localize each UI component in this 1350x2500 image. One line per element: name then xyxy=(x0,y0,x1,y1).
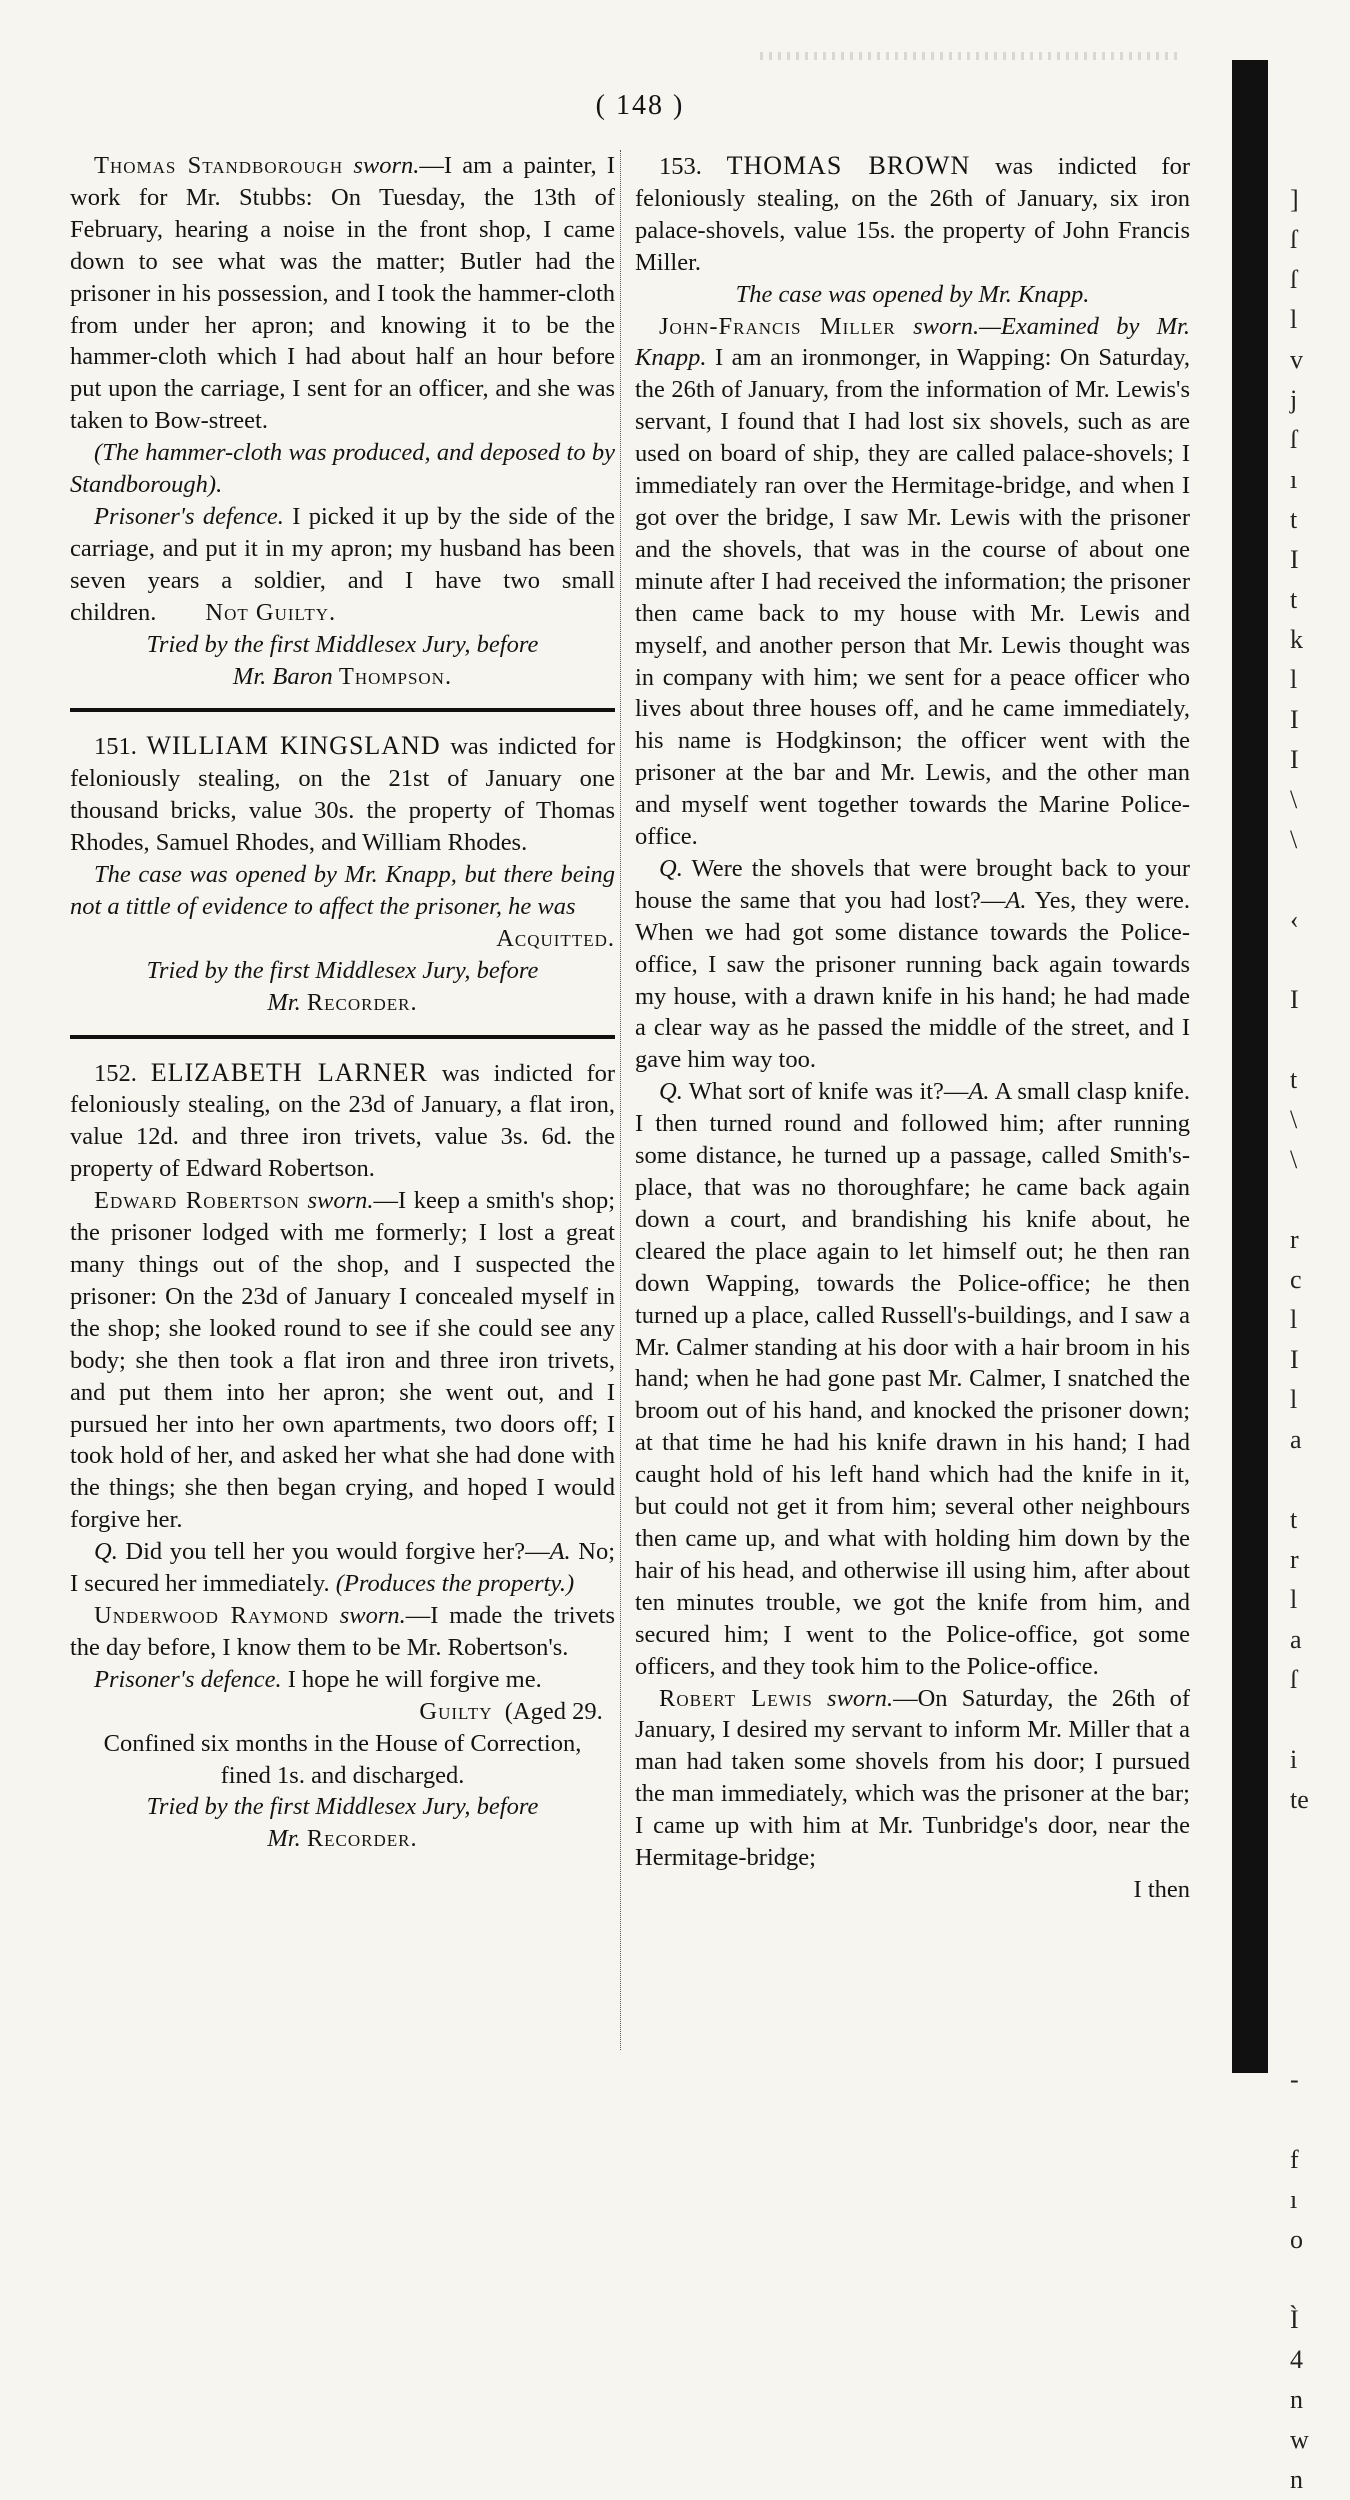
witness-name: Underwood Raymond xyxy=(94,1601,329,1629)
fragment-glyph: o xyxy=(1290,2225,1303,2254)
a-text: No; I secured her immediately. xyxy=(70,1538,616,1598)
defence-text: I hope he will forgive me. xyxy=(281,1665,542,1693)
tried-judge xyxy=(70,1823,615,1855)
fragment-glyph: i xyxy=(1290,1745,1298,1774)
fragment-glyph: k xyxy=(1290,625,1303,654)
testimony-standborough xyxy=(70,150,615,437)
fragment-glyph xyxy=(1290,2020,1340,2060)
case-text: was indicted for feloniously stealing, on the 26th of January, six iron palace-shovels, value 15s. the property of John Francis Miller. xyxy=(635,153,1190,276)
q-text: What sort of knife was it?— xyxy=(682,1078,969,1106)
tried-line: Tried by the first Middlesex Jury, before xyxy=(146,956,539,984)
case-number: 153. xyxy=(659,153,702,180)
q-label: Q. xyxy=(659,1078,683,1106)
fragment-glyph xyxy=(1290,1020,1340,1060)
fragment-glyph: l xyxy=(1290,665,1298,694)
fragment-glyph: l xyxy=(1290,1305,1298,1334)
testimony-text: —I made the trivets the day before, I know them to be Mr. Robertson's. xyxy=(70,1601,615,1661)
fragment-glyph: t xyxy=(1290,585,1298,614)
a-label: A. xyxy=(968,1078,990,1106)
case-opened-note: The case was opened by Mr. Knapp. xyxy=(735,280,1090,308)
question-answer xyxy=(635,1076,1190,1682)
judge-name: Recorder. xyxy=(306,1825,418,1853)
defendant-name: ELIZABETH LARNER xyxy=(150,1057,428,1087)
fragment-glyph: ſ xyxy=(1290,265,1298,294)
fragment-glyph xyxy=(1290,1460,1340,1500)
case-153 xyxy=(635,150,1190,279)
fragment-glyph: ſ xyxy=(1290,1665,1298,1694)
fragment-glyph: \ xyxy=(1290,1105,1298,1134)
sentence-line: fined 1s. and discharged. xyxy=(220,1761,465,1789)
fragment-glyph: te xyxy=(1290,1785,1309,1814)
case-opened-note: The case was opened by Mr. Knapp, but there being not a tittle of evidence to affect the prisoner, he was xyxy=(70,861,615,920)
left-column xyxy=(70,150,615,1855)
fragment-glyph: n xyxy=(1290,2385,1303,2414)
column-divider xyxy=(620,150,621,2050)
tried-line: Tried by the first Middlesex Jury, before xyxy=(146,630,539,658)
fragment-glyph: I xyxy=(1290,985,1299,1014)
case-152 xyxy=(70,1057,615,1186)
sworn-label: sworn. xyxy=(307,1187,374,1215)
q-label: Q. xyxy=(94,1538,118,1566)
sworn-label: sworn. xyxy=(353,152,420,179)
fragment-glyph: ] xyxy=(1290,185,1299,214)
defence-label: Prisoner's defence. xyxy=(94,502,284,530)
fragment-glyph: l xyxy=(1290,1585,1298,1614)
testimony-lewis xyxy=(635,1683,1190,1874)
case-text: was indicted for feloniously stealing, on the 23d of January, a flat iron, value 12d. and three iron trivets, value 3s. 6d. the property of Edward Robertson. xyxy=(70,1059,616,1183)
fragment-glyph: f xyxy=(1290,2145,1299,2174)
fragment-glyph xyxy=(1290,1820,1340,1860)
tried-judge xyxy=(70,987,615,1019)
witness-name: Edward Robertson xyxy=(94,1187,300,1215)
testimony-miller xyxy=(635,311,1190,853)
fragment-glyph xyxy=(1290,1180,1340,1220)
fragment-glyph: ‹ xyxy=(1290,905,1299,934)
fragment-glyph: l xyxy=(1290,1385,1298,1414)
defence-text: I picked it up by the side of the carriage, and put it in my apron; my husband has been seven years a soldier, and I have two small children. xyxy=(70,502,615,626)
judge-name: Thompson. xyxy=(338,662,453,690)
fragment-glyph: I xyxy=(1290,705,1299,734)
fragment-glyph: Ì xyxy=(1290,2305,1299,2334)
fragment-glyph xyxy=(1290,1940,1340,1980)
fragment-glyph xyxy=(1290,1860,1340,1900)
q-text: Did you tell her you would forgive her?— xyxy=(117,1538,550,1566)
verdict-acquitted: Acquitted. xyxy=(496,924,615,952)
fragment-glyph: ſ xyxy=(1290,225,1298,254)
fragment-glyph: t xyxy=(1290,505,1298,534)
fragment-glyph: l xyxy=(1290,305,1298,334)
prisoner-defence xyxy=(70,501,615,629)
fragment-glyph: \ xyxy=(1290,825,1298,854)
fragment-glyph xyxy=(1290,1700,1340,1740)
witness-name: Robert Lewis xyxy=(659,1684,813,1712)
right-column xyxy=(635,150,1190,1906)
case-151 xyxy=(70,730,615,859)
fragment-glyph xyxy=(1290,2100,1340,2140)
fragment-glyph: j xyxy=(1290,385,1298,414)
testimony-robertson xyxy=(70,1185,615,1536)
a-text: Yes, they were. When we had got some distance towards the Police-office, I saw the prisoner running back again towards my house, with a drawn knife in his hand; he had made a clear way as he passed the middle of the street, and I gave him way too. xyxy=(635,886,1190,1074)
testimony-text: —I am a painter, I work for Mr. Stubbs: On Tuesday, the 13th of February, hearing a noise in the front shop, I came down to see what was the matter; Butler had the prisoner in his possession, and I took the hammer-cloth from under her apron; and knowing it to be the hammer-cloth which I had about half an hour before put upon the carriage, I sent for an officer, and she was taken to Bow-street. xyxy=(70,152,616,435)
fragment-glyph xyxy=(1290,1980,1340,2020)
q-label: Q. xyxy=(659,854,683,882)
a-text: A small clasp knife. I then turned round and followed him; after running some distance, he turned up a passage, called Smith's-place, that was no thoroughfare; he came back again down a court, and brandishing his knife about, he cleared the place again to let himself out; he then ran down Wapping, towards the Police-office; he then turned up a place, called Russell's-buildings, and I saw a Mr. Calmer standing at his door with a hair broom in his hand; when he had gone past Mr. Calmer, I snatched the broom out of his hand, and knocked the prisoner down; at that time he had his knife drawn in his hand; I had caught hold of his left hand which had the knife in it, but could not get it from him; several other neighbours then came up, and what with holding him down by the hair of his head, and otherwise ill using him, after about ten minutes trouble, we got the knife from him, and secured him; I went to the Police-office, got some officers, and they took him to the Police-office. xyxy=(635,1078,1191,1680)
fragment-glyph: \ xyxy=(1290,1145,1298,1174)
judge-name: Recorder. xyxy=(306,988,418,1016)
sworn-label: sworn.—Examined by Mr. Knapp. xyxy=(635,312,1191,372)
next-page-fragments xyxy=(1290,180,1340,2500)
verdict: Guilty xyxy=(419,1697,493,1725)
verdict-guilty xyxy=(70,1696,615,1728)
case-divider xyxy=(70,1035,615,1039)
sentence-line: Confined six months in the House of Correction, xyxy=(103,1729,582,1757)
testimony-text: —I keep a smith's shop; the prisoner lodged with me formerly; I lost a great many things out of the shop, and I suspected the prisoner: On the 23d of January I concealed myself in the shop; she looked round to see if she could see any body; she then took a flat iron and three iron trivets, and put them into her apron; she went out, and I pursued her into her own apartments, two doors off; I took hold of her, and asked her what she had done with the things; she then began crying, and hoped I would forgive her. xyxy=(70,1187,616,1534)
exhibit-note: (The hammer-cloth was produced, and deposed to by Standborough). xyxy=(70,439,615,499)
fragment-glyph: w xyxy=(1290,2425,1309,2454)
age-note: (Aged 29. xyxy=(504,1697,603,1725)
testimony-text: I am an ironmonger, in Wapping: On Saturday, the 26th of January, from the information of Mr. Lewis's servant, I found that I had lost six shovels, such as are used on board of ship, they are called palace-shovels; I immediately ran over the Hermitage-bridge, and when I got over the bridge, I saw Mr. Lewis with the prisoner and the shovels, that was in the course of about one minute after I had received the information; the prisoner then came back to my house with Mr. Lewis and myself, and another person that Mr. Lewis thought was in company with him; we sent for a peace officer who lives about three houses off, and he came immediately, his name is Hodgkinson; the officer went with the prisoner at the bar and Mr. Lewis, and the other man and myself went together towards the Marine Police-office. xyxy=(635,344,1190,851)
a-label: A. xyxy=(549,1538,571,1566)
tried-line: Tried by the first Middlesex Jury, before xyxy=(146,1793,539,1821)
fragment-glyph: I xyxy=(1290,545,1299,574)
fragment-glyph: a xyxy=(1290,1625,1302,1654)
fragment-glyph: ſ xyxy=(1290,425,1298,454)
question-answer xyxy=(70,1536,615,1600)
page-number: ( 148 ) xyxy=(595,90,685,121)
witness-name: John-Francis Miller xyxy=(659,312,896,340)
fragment-glyph xyxy=(1290,860,1340,900)
fragment-glyph: v xyxy=(1290,345,1303,374)
top-smudge xyxy=(760,52,1180,60)
question-answer xyxy=(635,853,1190,1076)
judge-title: Mr. Baron xyxy=(232,662,333,690)
defendant-name: THOMAS BROWN xyxy=(726,151,971,180)
fragment-glyph: ı xyxy=(1290,2185,1298,2214)
case-number: 152. xyxy=(94,1059,137,1087)
fragment-glyph: \ xyxy=(1290,785,1298,814)
catchword: I then xyxy=(1133,1875,1190,1903)
case-number: 151. xyxy=(94,733,137,761)
fragment-glyph xyxy=(1290,940,1340,980)
fragment-glyph: ı xyxy=(1290,465,1298,494)
fragment-glyph: t xyxy=(1290,1505,1298,1534)
defendant-name: WILLIAM KINGSLAND xyxy=(146,731,441,761)
testimony-text: —On Saturday, the 26th of January, I desired my servant to inform Mr. Miller that a man had taken some shovels from his door; I pursued the man immediately, which was the prisoner at the bar; I came up with him at Mr. Tunbridge's door, near the Hermitage-bridge; xyxy=(635,1684,1191,1872)
a-label: A. xyxy=(1005,886,1027,914)
fragment-glyph: a xyxy=(1290,1425,1302,1454)
case-text: was indicted for feloniously stealing, on the 21st of January one thousand bricks, value 30s. the property of Thomas Rhodes, Samuel Rhodes, and William Rhodes. xyxy=(70,733,615,857)
tried-judge xyxy=(70,661,615,693)
judge-title: Mr. xyxy=(267,988,301,1016)
binding-edge xyxy=(1232,60,1268,2073)
fragment-glyph: t xyxy=(1290,1065,1298,1094)
exhibit-note: (Produces the property.) xyxy=(335,1570,575,1598)
fragment-glyph: c xyxy=(1290,1265,1302,1294)
judge-title: Mr. xyxy=(267,1825,301,1853)
fragment-glyph xyxy=(1290,2260,1340,2300)
fragment-glyph: - xyxy=(1290,2065,1299,2094)
witness-name: Thomas Standborough xyxy=(94,152,344,179)
testimony-raymond xyxy=(70,1600,615,1664)
sworn-label: sworn. xyxy=(339,1601,406,1629)
fragment-glyph xyxy=(1290,1900,1340,1940)
fragment-glyph: r xyxy=(1290,1545,1299,1574)
fragment-glyph: n xyxy=(1290,2465,1303,2494)
verdict: Not Guilty. xyxy=(205,598,337,626)
fragment-glyph: I xyxy=(1290,745,1299,774)
prisoner-defence xyxy=(70,1664,615,1696)
fragment-glyph: r xyxy=(1290,1225,1299,1254)
fragment-glyph: 4 xyxy=(1290,2345,1303,2374)
defence-label: Prisoner's defence. xyxy=(94,1665,282,1693)
q-text: Were the shovels that were brought back to your house the same that you had lost?— xyxy=(635,854,1190,914)
sworn-label: sworn. xyxy=(827,1684,894,1712)
fragment-glyph: I xyxy=(1290,1345,1299,1374)
case-divider xyxy=(70,708,615,712)
